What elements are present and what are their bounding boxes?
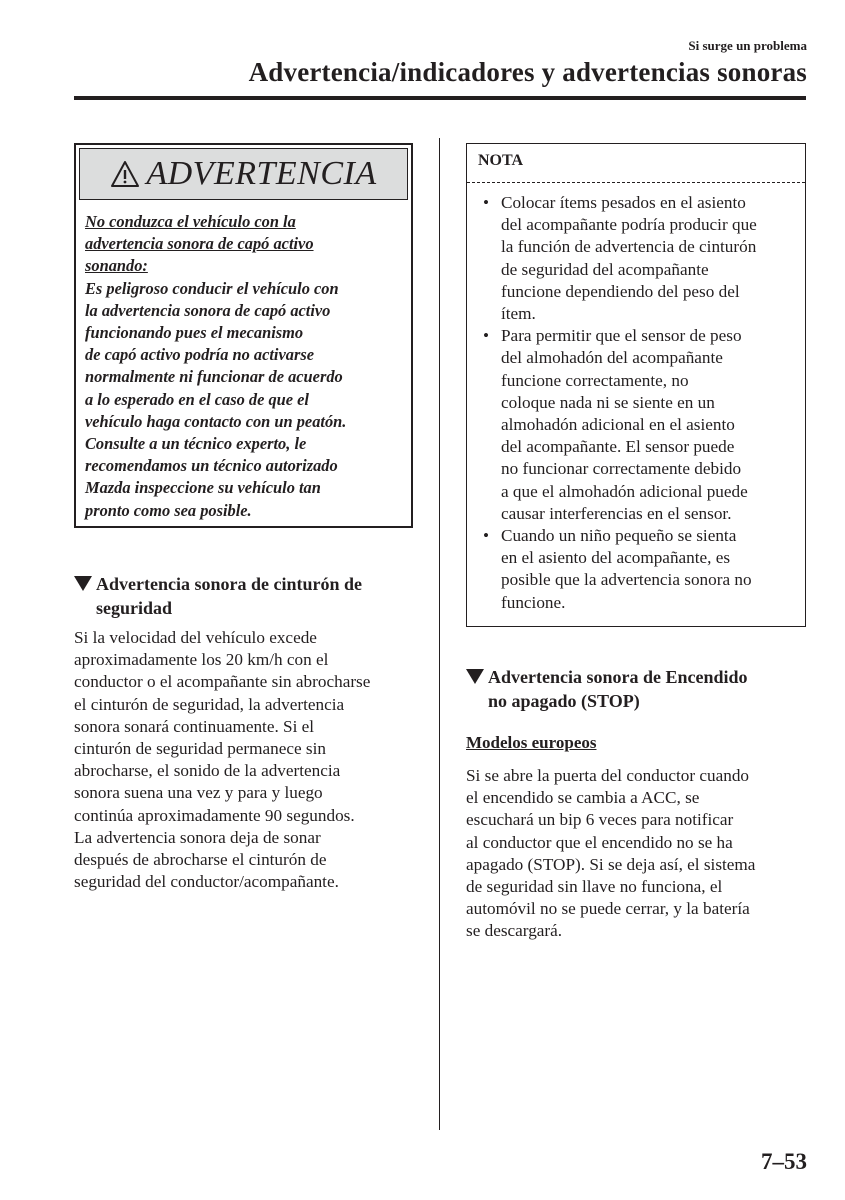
warning-text-line: Es peligroso conducir el vehículo con	[85, 278, 339, 298]
heading-line: Advertencia sonora de Encendido	[488, 667, 748, 687]
note-item	[477, 525, 799, 614]
text-line: Para permitir que el sensor de peso	[501, 326, 742, 346]
seatbelt-section-heading	[74, 572, 419, 620]
text-line: conductor o el acompañante sin abrocharse	[74, 672, 371, 692]
warning-header	[79, 148, 408, 200]
warning-heading-line: sonando:	[85, 256, 148, 276]
heading-line: no apagado (STOP)	[488, 691, 640, 711]
page-title: Advertencia/indicadores y advertencias sonoras	[248, 57, 807, 87]
note-list	[477, 192, 799, 614]
warning-box	[74, 143, 413, 528]
header-divider	[74, 96, 806, 100]
note-box	[466, 143, 806, 627]
warning-text-line: Consulte a un técnico experto, le	[85, 434, 307, 454]
text-line: automóvil no se puede cerrar, y la batería	[466, 899, 750, 919]
text-line: funcione correctamente, no	[501, 370, 689, 390]
column-divider	[439, 138, 440, 1130]
text-line: de seguridad del acompañante	[501, 259, 709, 279]
note-label: NOTA	[478, 152, 524, 169]
warning-text-line: vehículo haga contacto con un peatón.	[85, 411, 347, 431]
note-divider	[467, 182, 805, 183]
text-line: el encendido se cambia a ACC, se	[466, 788, 700, 808]
ignition-section-body	[466, 765, 811, 943]
text-line: no funcionar correctamente debido	[501, 459, 742, 479]
text-line: ítem.	[501, 304, 536, 324]
warning-text-line: pronto como sea posible.	[85, 500, 252, 520]
warning-heading-line: No conduzca el vehículo con la	[85, 212, 296, 231]
text-line: funcione.	[501, 592, 566, 612]
text-line: del acompañante podría producir que	[501, 215, 757, 235]
text-line: aproximadamente los 20 km/h con el	[74, 650, 329, 670]
warning-title: ADVERTENCIA	[146, 155, 377, 192]
warning-text-line: normalmente ni funcionar de acuerdo	[85, 367, 343, 387]
text-line: apagado (STOP). Si se deja así, el sistema	[466, 854, 756, 874]
bullet-icon: •	[483, 193, 490, 212]
text-line: funcione dependiendo del peso del	[501, 281, 740, 301]
text-line: seguridad del conductor/acompañante.	[74, 872, 339, 892]
text-line: Si la velocidad del vehículo excede	[74, 628, 317, 647]
text-line: escuchará un bip 6 veces para notificar	[466, 810, 734, 830]
warning-body	[85, 211, 407, 522]
text-line: se descargará.	[466, 921, 563, 941]
text-line: almohadón adicional en el asiento	[501, 415, 735, 435]
warning-text-line: de capó activo podría no activarse	[85, 345, 314, 365]
text-line: continúa aproximadamente 90 segundos.	[74, 805, 355, 825]
seatbelt-section-body	[74, 627, 424, 893]
text-line: de seguridad sin llave no funciona, el	[466, 877, 723, 897]
text-line: Cuando un niño pequeño se sienta	[501, 526, 737, 546]
text-line: sonora sonará continuamente. Si el	[74, 716, 315, 736]
warning-text-line: recomendamos un técnico autorizado	[85, 456, 338, 476]
page-number: 7–53	[761, 1149, 807, 1174]
bullet-icon: •	[483, 526, 490, 546]
warning-triangle-icon	[110, 160, 140, 188]
text-line: a que el almohadón adicional puede	[501, 481, 748, 501]
heading-line: Advertencia sonora de cinturón de	[96, 574, 362, 594]
warning-text-line: Mazda inspeccione su vehículo tan	[85, 478, 321, 498]
text-line: del acompañante. El sensor puede	[501, 437, 735, 457]
text-line: el cinturón de seguridad, la advertencia	[74, 694, 345, 714]
note-item	[477, 325, 799, 525]
text-line: del almohadón del acompañante	[501, 348, 723, 368]
models-subheading: Modelos europeos	[466, 733, 597, 752]
warning-heading-line: advertencia sonora de capó activo	[85, 234, 314, 254]
text-line: La advertencia sonora deja de sonar	[74, 827, 321, 847]
ignition-section-heading	[466, 665, 811, 713]
text-line: coloque nada ni se siente en un	[501, 392, 715, 412]
text-line: Colocar ítems pesados en el asiento	[501, 193, 746, 212]
warning-text-line: funcionando pues el mecanismo	[85, 323, 304, 343]
warning-text-line: la advertencia sonora de capó activo	[85, 300, 331, 320]
section-label: Si surge un problema	[688, 38, 807, 53]
heading-line: seguridad	[96, 598, 173, 618]
bullet-icon: •	[483, 326, 490, 346]
text-line: Si se abre la puerta del conductor cuando	[466, 766, 750, 785]
note-item	[477, 192, 799, 325]
text-line: posible que la advertencia sonora no	[501, 570, 752, 590]
section-marker-icon	[466, 669, 484, 684]
text-line: la función de advertencia de cinturón	[501, 237, 757, 257]
text-line: después de abrocharse el cinturón de	[74, 850, 327, 870]
warning-text-line: a lo esperado en el caso de que el	[85, 389, 309, 409]
text-line: sonora suena una vez y para y luego	[74, 783, 323, 803]
section-marker-icon	[74, 576, 92, 591]
text-line: cinturón de seguridad permanece sin	[74, 739, 326, 759]
text-line: causar interferencias en el sensor.	[501, 503, 732, 523]
text-line: en el asiento del acompañante, es	[501, 548, 731, 568]
text-line: al conductor que el encendido no se ha	[466, 832, 733, 852]
text-line: abrocharse, el sonido de la advertencia	[74, 761, 341, 781]
